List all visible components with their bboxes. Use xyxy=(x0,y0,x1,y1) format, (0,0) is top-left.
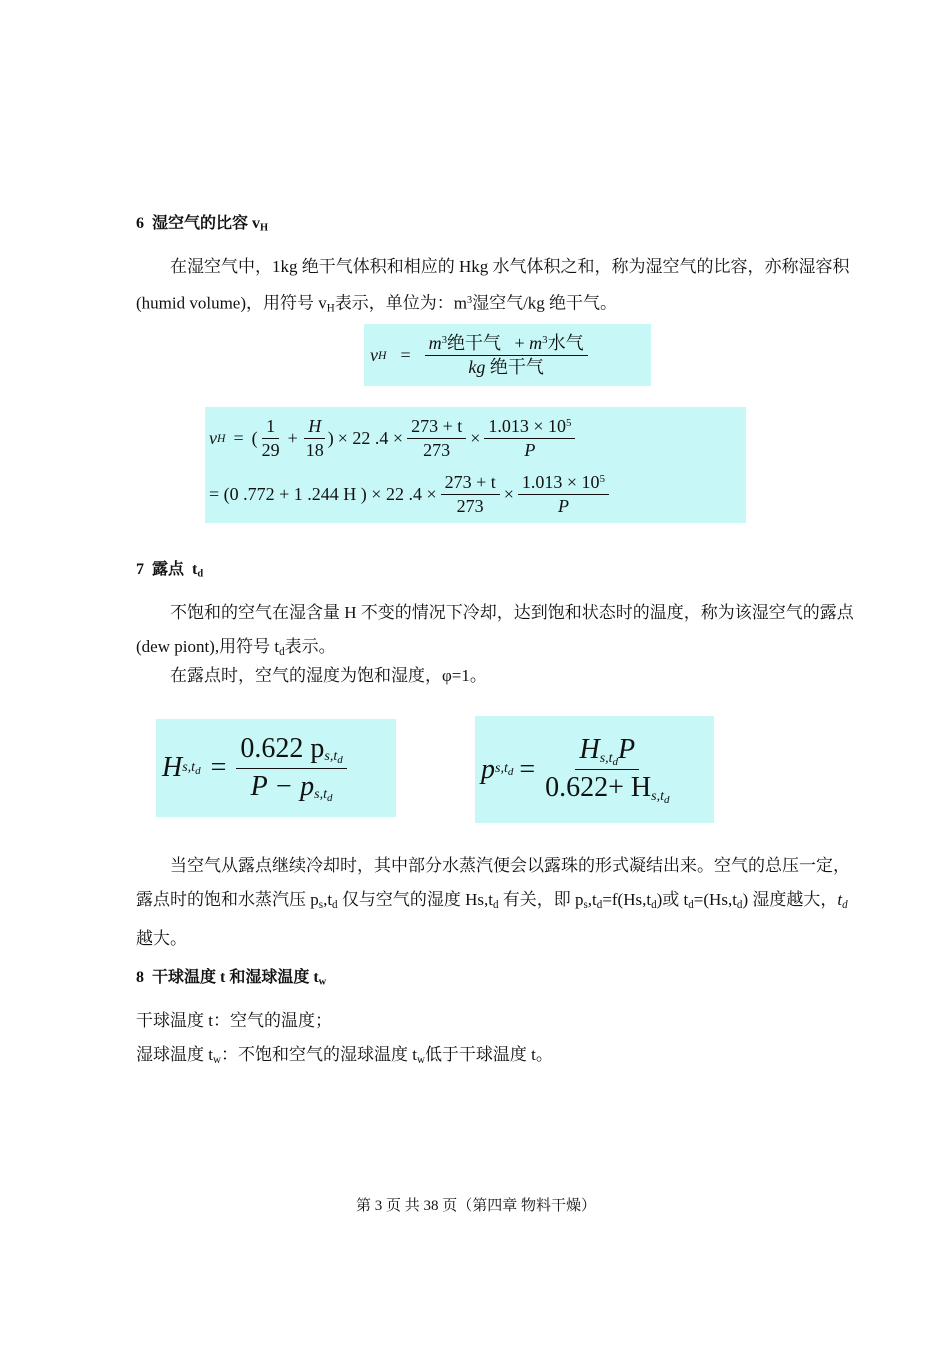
formula-box-specific-volume-definition: v H = $\frac{m^3绝干气 + m^3水气}{\text{kg 绝干气}}$ xyxy=(364,324,651,386)
section-7-paragraph-3: 当空气从露点继续冷却时，其中部分水蒸汽便会以露珠的形式凝结出来。空气的总压一定，露点时的饱和水蒸汽压 $p_s,t_d$ 仅与空气的湿度 $Hs,t_d$ 有关，即 $p_s,t_d=f(Hs,t_d)$或 $t_d=(Hs,t_d)$ 湿度越大，$t_d$ 越大。 xyxy=(136,856,850,948)
formula-box-saturation-pressure: p $s,t_d$ = $\frac{H_{s,t_d}P}{0.622+ H_{s,t_d}}$ xyxy=(475,716,714,823)
page-footer: 第 3 页 共 38 页（第四章 物料干燥） xyxy=(355,1198,596,1214)
section-8-line-1: 干球温度 t：空气的温度； xyxy=(136,1011,332,1030)
section-7-heading: 7 露点 $t_d$ xyxy=(136,561,204,580)
formula-box-saturation-humidity: H $s,t_d$ = $\frac{0.622 p_{s,t_d}}{P - p_{s,t_d}}$ xyxy=(156,719,396,817)
section-8-heading: 8 干球温度 t 和湿球温度 $t_w$ xyxy=(136,969,327,988)
equation-line-2: = (0 .772 + 1 .244 H ) × 22 .4 × $\frac{273 + t}{273}$ × $\frac{1.013 \times 10^5}{P}$ xyxy=(209,467,609,521)
section-7-paragraph-1: 不饱和的空气在湿含量 H 不变的情况下冷却，达到饱和状态时的温度，称为该湿空气的露点(dew piont),用符号 $t_d$表示。 xyxy=(136,603,854,658)
section-number: 6 xyxy=(136,215,144,232)
section-6-heading: 6 湿空气的比容 $v_H$ xyxy=(136,215,269,234)
section-6-paragraph: 在湿空气中，1kg 绝干气体积和相应的 Hkg 水气体积之和，称为湿空气的比容，亦称湿容积(humid volume)，用符号 $v_H$表示，单位为：$m^3$湿空气/kg 绝干气。 xyxy=(136,257,850,315)
formula-box-specific-volume-calculation xyxy=(205,407,746,523)
section-title: 湿空气的比容 xyxy=(152,215,249,232)
equation-line-1: v H = ( $\frac{1}{29}$ + $\frac{H}{18}$ ) × 22 .4 × $\frac{273 + t}{273}$ × $\frac{1.013 \times 10^5}{P}$ xyxy=(209,411,575,465)
fraction: $\frac{m^3绝干气 + m^3水气}{\text{kg 绝干气}}$ xyxy=(425,332,588,378)
section-7-paragraph-2: 在露点时，空气的湿度为饱和湿度，φ=1。 xyxy=(170,666,487,685)
section-8-line-2: 湿球温度 $t_w$：不饱和空气的湿球温度 $t_w$低于干球温度 t。 xyxy=(136,1045,553,1066)
section-symbol: v xyxy=(252,215,261,232)
